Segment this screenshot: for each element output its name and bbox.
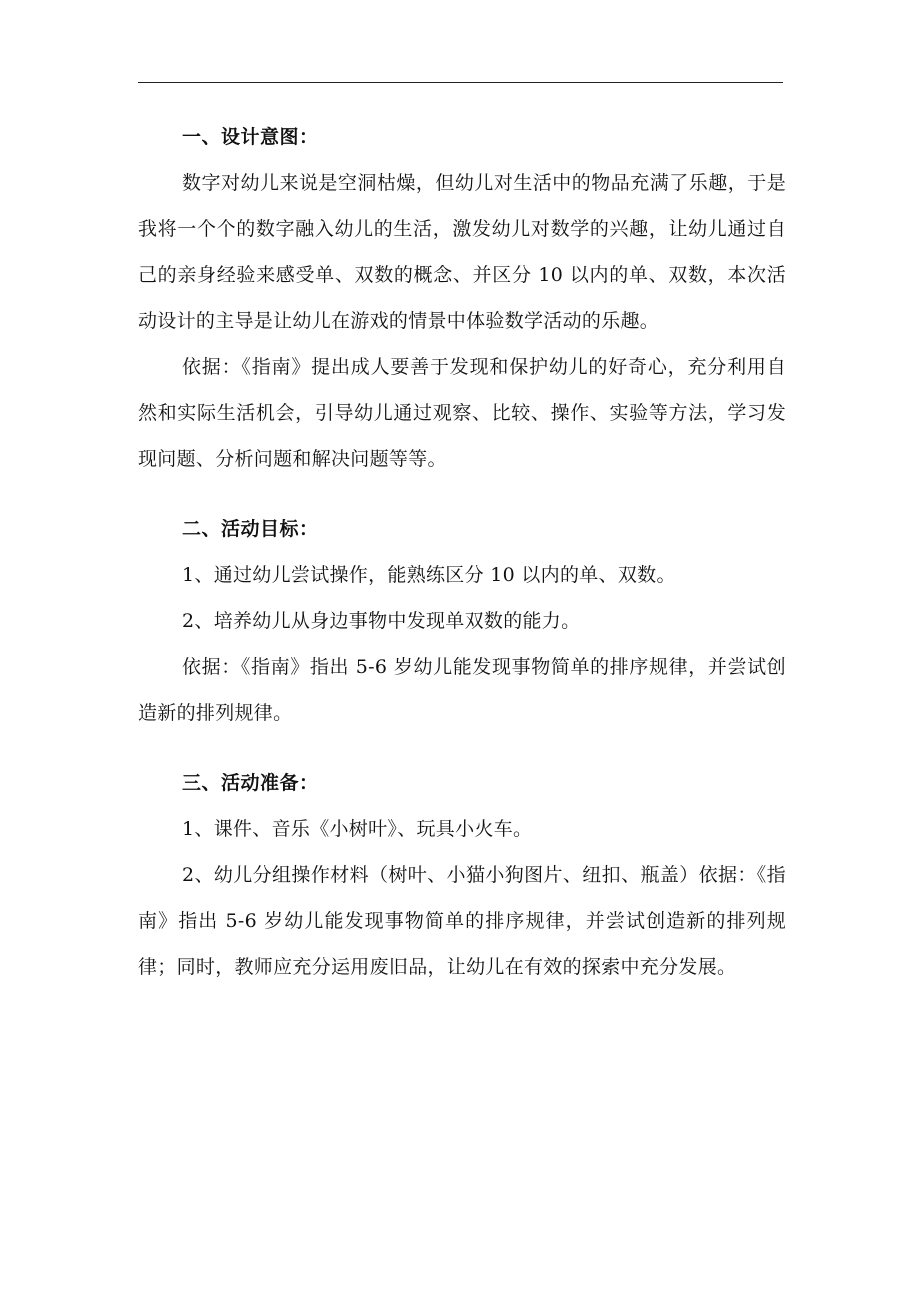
- preparation-item-1: 1、课件、音乐《小树叶》、玩具小火车。: [182, 818, 533, 840]
- design-intent-basis: 依据：《指南》提出成人要善于发现和保护幼儿的好奇心，充分利用自然和实际生活机会，引导幼儿通过观察、比较、操作、实验等方法，学习发现问题、分析问题和解决问题等等。: [138, 356, 786, 470]
- goals-basis: 依据：《指南》指出 5-6 岁幼儿能发现事物简单的排序规律，并尝试创造新的排列规律。: [138, 656, 786, 724]
- section-heading-preparation: 三、活动准备：: [182, 772, 319, 794]
- design-intent-paragraph: 数字对幼儿来说是空洞枯燥，但幼儿对生活中的物品充满了乐趣，于是我将一个个的数字融入幼儿的生活，激发幼儿对数学的兴趣，让幼儿通过自己的亲身经验来感受单、双数的概念、并区分 10 以内的单、双数，本次活动设计的主导是让幼儿在游戏的情景中体验数学活动的乐趣。: [138, 172, 786, 332]
- preparation-item-2: 2、幼儿分组操作材料（树叶、小猫小狗图片、纽扣、瓶盖）依据：《指南》指出 5-6 岁幼儿能发现事物简单的排序规律，并尝试创造新的排列规律；同时，教师应充分运用废旧品，让幼儿在有效的探索中充分发展。: [138, 864, 786, 978]
- document-body: [138, 122, 786, 990]
- goal-item-1: 1、通过幼儿尝试操作，能熟练区分 10 以内的单、双数。: [182, 564, 676, 586]
- section-heading-goals: 二、活动目标：: [182, 518, 319, 540]
- goal-item-2: 2、培养幼儿从身边事物中发现单双数的能力。: [182, 610, 581, 632]
- section-heading-design-intent: 一、设计意图：: [182, 126, 319, 148]
- header-rule: [138, 82, 783, 83]
